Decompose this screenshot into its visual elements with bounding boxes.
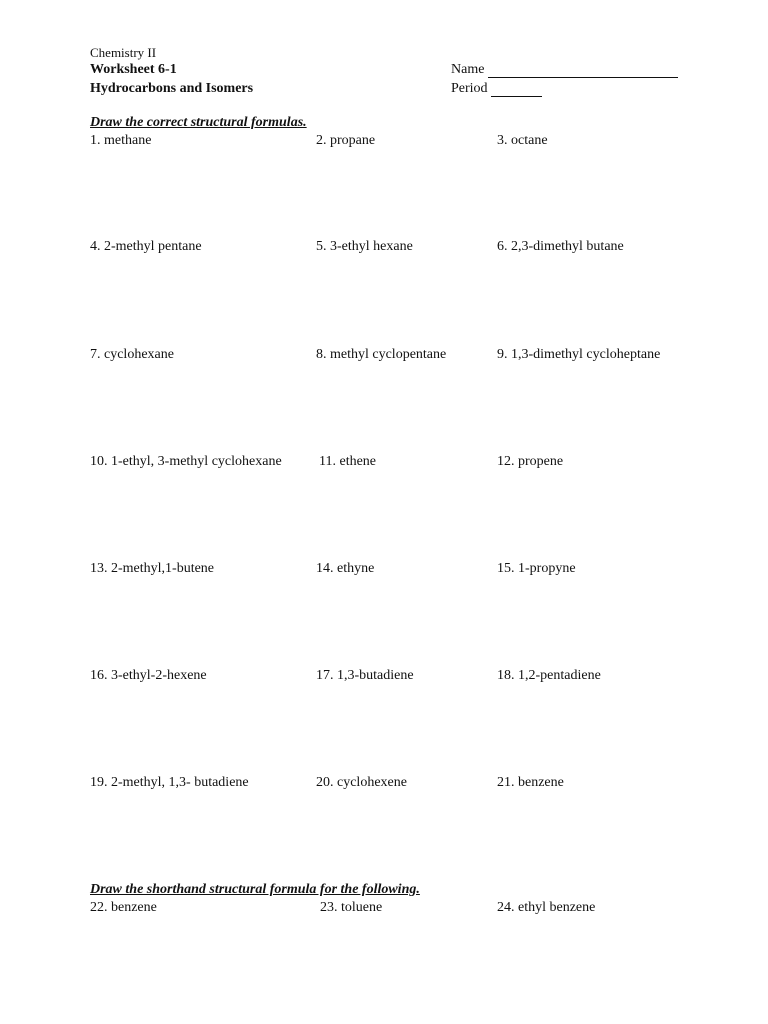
question-item: 8. methyl cyclopentane — [316, 347, 447, 362]
question-item: 13. 2-methyl,1-butene — [90, 561, 215, 576]
course-name: Chemistry II — [90, 45, 157, 60]
question-item: 4. 2-methyl pentane — [90, 239, 202, 254]
section2-instruction: Draw the shorthand structural formula for the following. — [90, 882, 420, 897]
question-item: 1. methane — [90, 133, 152, 148]
name-blank-line — [488, 77, 678, 78]
question-item: 7. cyclohexane — [90, 347, 174, 362]
question-item: 18. 1,2-pentadiene — [497, 668, 601, 683]
question-item: 6. 2,3-dimethyl butane — [497, 239, 624, 254]
question-item: 11. ethene — [319, 454, 377, 469]
question-item: 17. 1,3-butadiene — [316, 668, 414, 683]
worksheet-subtitle: Hydrocarbons and Isomers — [90, 81, 254, 96]
question-item: 5. 3-ethyl hexane — [316, 239, 413, 254]
period-label: Period — [451, 81, 488, 96]
question-item: 12. propene — [497, 454, 564, 469]
question-item: 2. propane — [316, 133, 376, 148]
name-label: Name — [451, 62, 485, 77]
question-item: 14. ethyne — [316, 561, 375, 576]
question-item: 22. benzene — [90, 900, 157, 915]
question-item: 3. octane — [497, 133, 548, 148]
question-item: 10. 1-ethyl, 3-methyl cyclohexane — [90, 454, 282, 469]
question-item: 24. ethyl benzene — [497, 900, 596, 915]
question-item: 20. cyclohexene — [316, 775, 407, 790]
question-item: 9. 1,3-dimethyl cycloheptane — [497, 347, 661, 362]
question-item: 16. 3-ethyl-2-hexene — [90, 668, 207, 683]
question-item: 15. 1-propyne — [497, 561, 576, 576]
worksheet-title: Worksheet 6-1 — [90, 62, 177, 77]
period-blank-line — [491, 96, 542, 97]
question-item: 21. benzene — [497, 775, 564, 790]
question-item: 19. 2-methyl, 1,3- butadiene — [90, 775, 249, 790]
question-item: 23. toluene — [320, 900, 383, 915]
section1-instruction: Draw the correct structural formulas. — [90, 115, 307, 130]
